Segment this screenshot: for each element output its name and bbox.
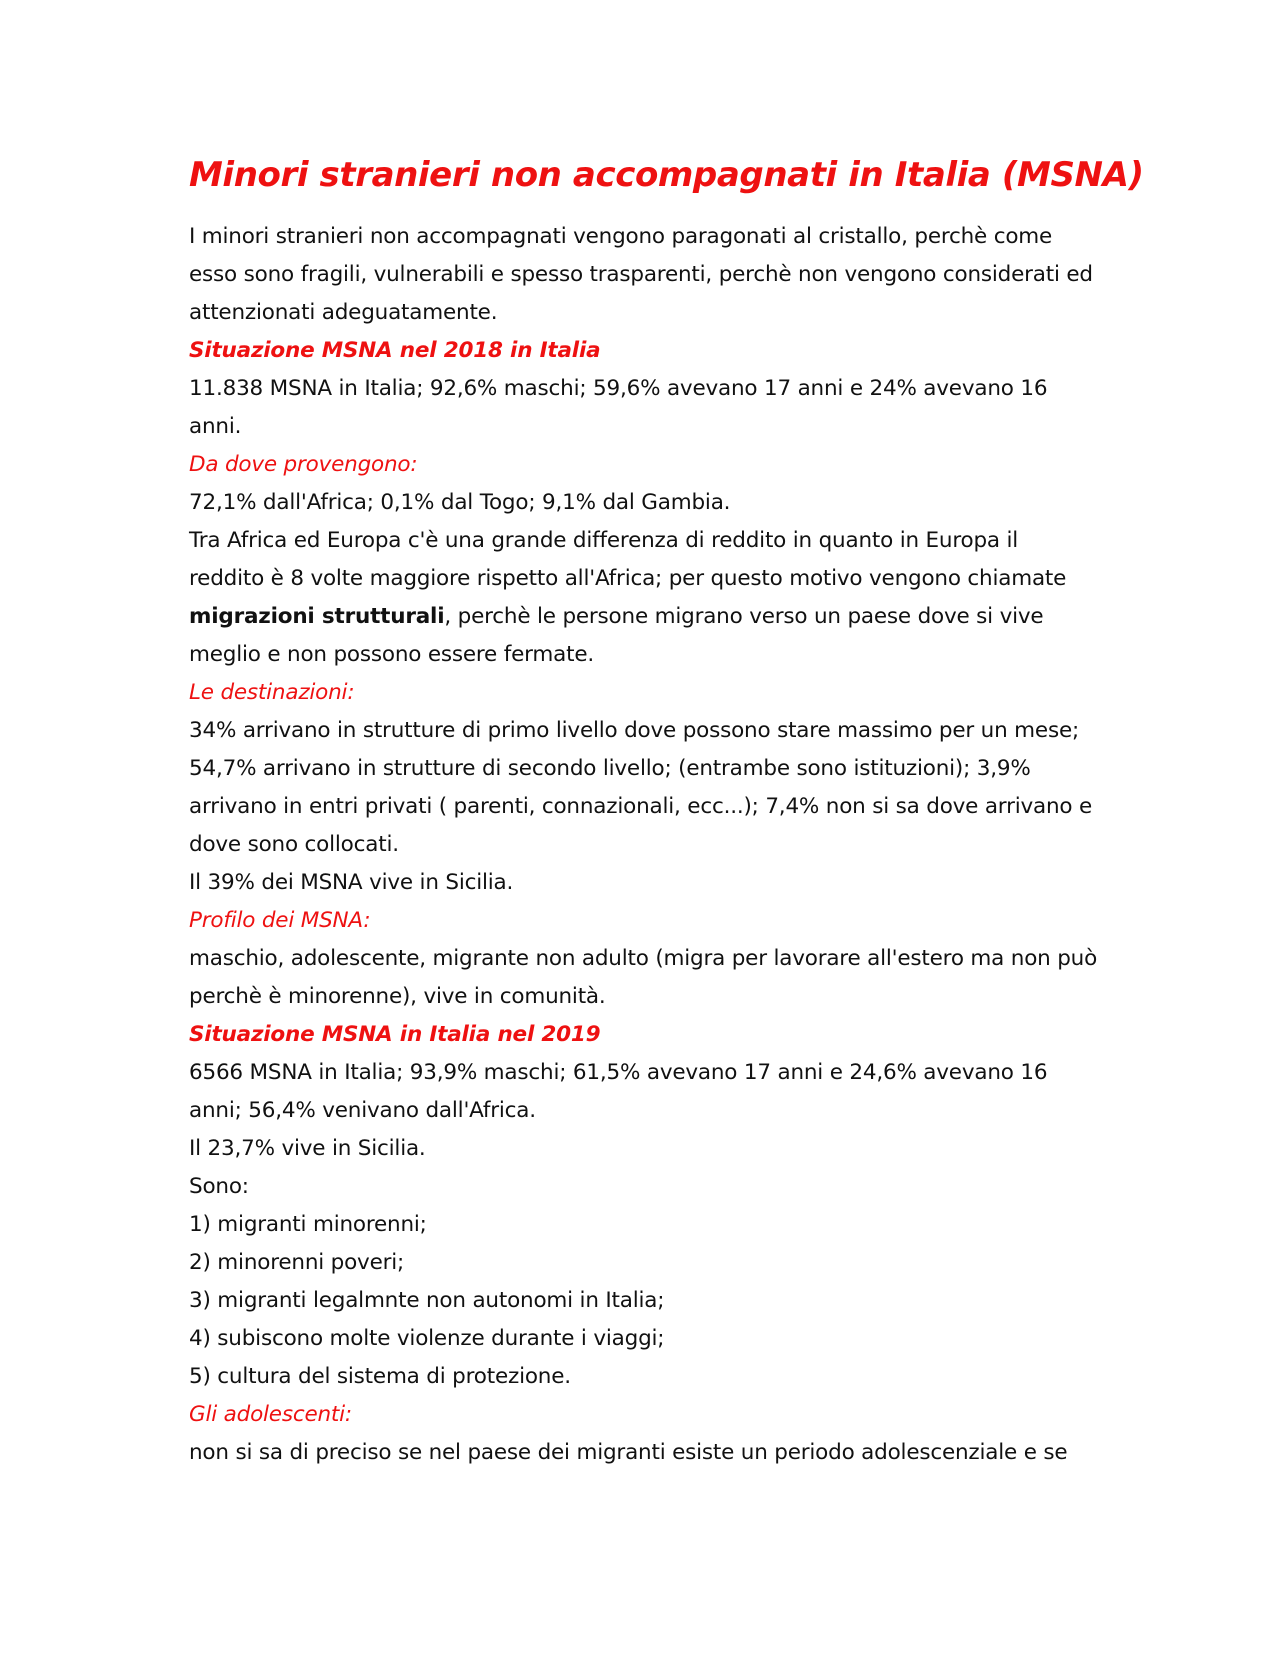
characteristics-list — [189, 1206, 1099, 1396]
heading-profilo: Profilo dei MSNA: — [189, 908, 371, 933]
paragraph-adolescenti: non si sa di preciso se nel paese dei migranti esiste un periodo adolescenziale e se — [189, 1440, 1068, 1465]
heading-situazione-2019: Situazione MSNA in Italia nel 2019 — [189, 1022, 601, 1047]
document-page — [189, 150, 1144, 1472]
list-item: 5) cultura del sistema di protezione. — [189, 1364, 571, 1389]
paragraph-destinazioni: 34% arrivano in strutture di primo livello dove possono stare massimo per un mese; 54,7% arrivano in strutture di secondo livello; (entrambe sono istituzioni); 3,9% arrivano in entri privati ( parenti, connazionali, ecc...); 7,4% non si sa dove arrivano e dove sono collocati. — [189, 718, 1093, 857]
paragraph-profilo: maschio, adolescente, migrante non adulto (migra per lavorare all'estero ma non può perchè è minorenne), vive in comunità. — [189, 946, 1098, 1009]
list-item: 1) migranti minorenni; — [189, 1212, 427, 1237]
reddito-text-before: Tra Africa ed Europa c'è una grande differenza di reddito in quanto in Europa il reddito è 8 volte maggiore rispetto all'Africa; per questo motivo vengono chiamate — [189, 528, 1067, 591]
heading-adolescenti: Gli adolescenti: — [189, 1402, 352, 1427]
paragraph-situazione-2018: 11.838 MSNA in Italia; 92,6% maschi; 59,6% avevano 17 anni e 24% avevano 16 anni. — [189, 376, 1048, 439]
paragraph-provenienza: 72,1% dall'Africa; 0,1% dal Togo; 9,1% dal Gambia. — [189, 490, 731, 515]
intro-paragraph: I minori stranieri non accompagnati vengono paragonati al cristallo, perchè come esso sono fragili, vulnerabili e spesso trasparenti, perchè non vengono considerati ed attenzionati adeguatamente. — [189, 224, 1093, 325]
heading-situazione-2018: Situazione MSNA nel 2018 in Italia — [189, 338, 601, 363]
paragraph-reddito — [189, 522, 1099, 674]
heading-provenienza: Da dove provengono: — [189, 452, 418, 477]
list-item: 2) minorenni poveri; — [189, 1250, 405, 1275]
paragraph-sicilia-2018: Il 39% dei MSNA vive in Sicilia. — [189, 870, 514, 895]
paragraph-sicilia-2019: Il 23,7% vive in Sicilia. — [189, 1136, 426, 1161]
migrazioni-strutturali-term: migrazioni strutturali — [189, 604, 445, 629]
paragraph-situazione-2019: 6566 MSNA in Italia; 93,9% maschi; 61,5% avevano 17 anni e 24,6% avevano 16 anni; 56,4% venivano dall'Africa. — [189, 1060, 1048, 1123]
list-item: 3) migranti legalmnte non autonomi in Italia; — [189, 1288, 665, 1313]
heading-destinazioni: Le destinazioni: — [189, 680, 355, 705]
list-item: 4) subiscono molte violenze durante i viaggi; — [189, 1326, 665, 1351]
reddito-text-after: , perchè le persone migrano verso un paese dove si vive meglio e non possono essere fermate. — [189, 604, 1044, 667]
paragraph-sono: Sono: — [189, 1174, 249, 1199]
document-title: Minori stranieri non accompagnati in Italia (MSNA) — [189, 155, 1144, 195]
